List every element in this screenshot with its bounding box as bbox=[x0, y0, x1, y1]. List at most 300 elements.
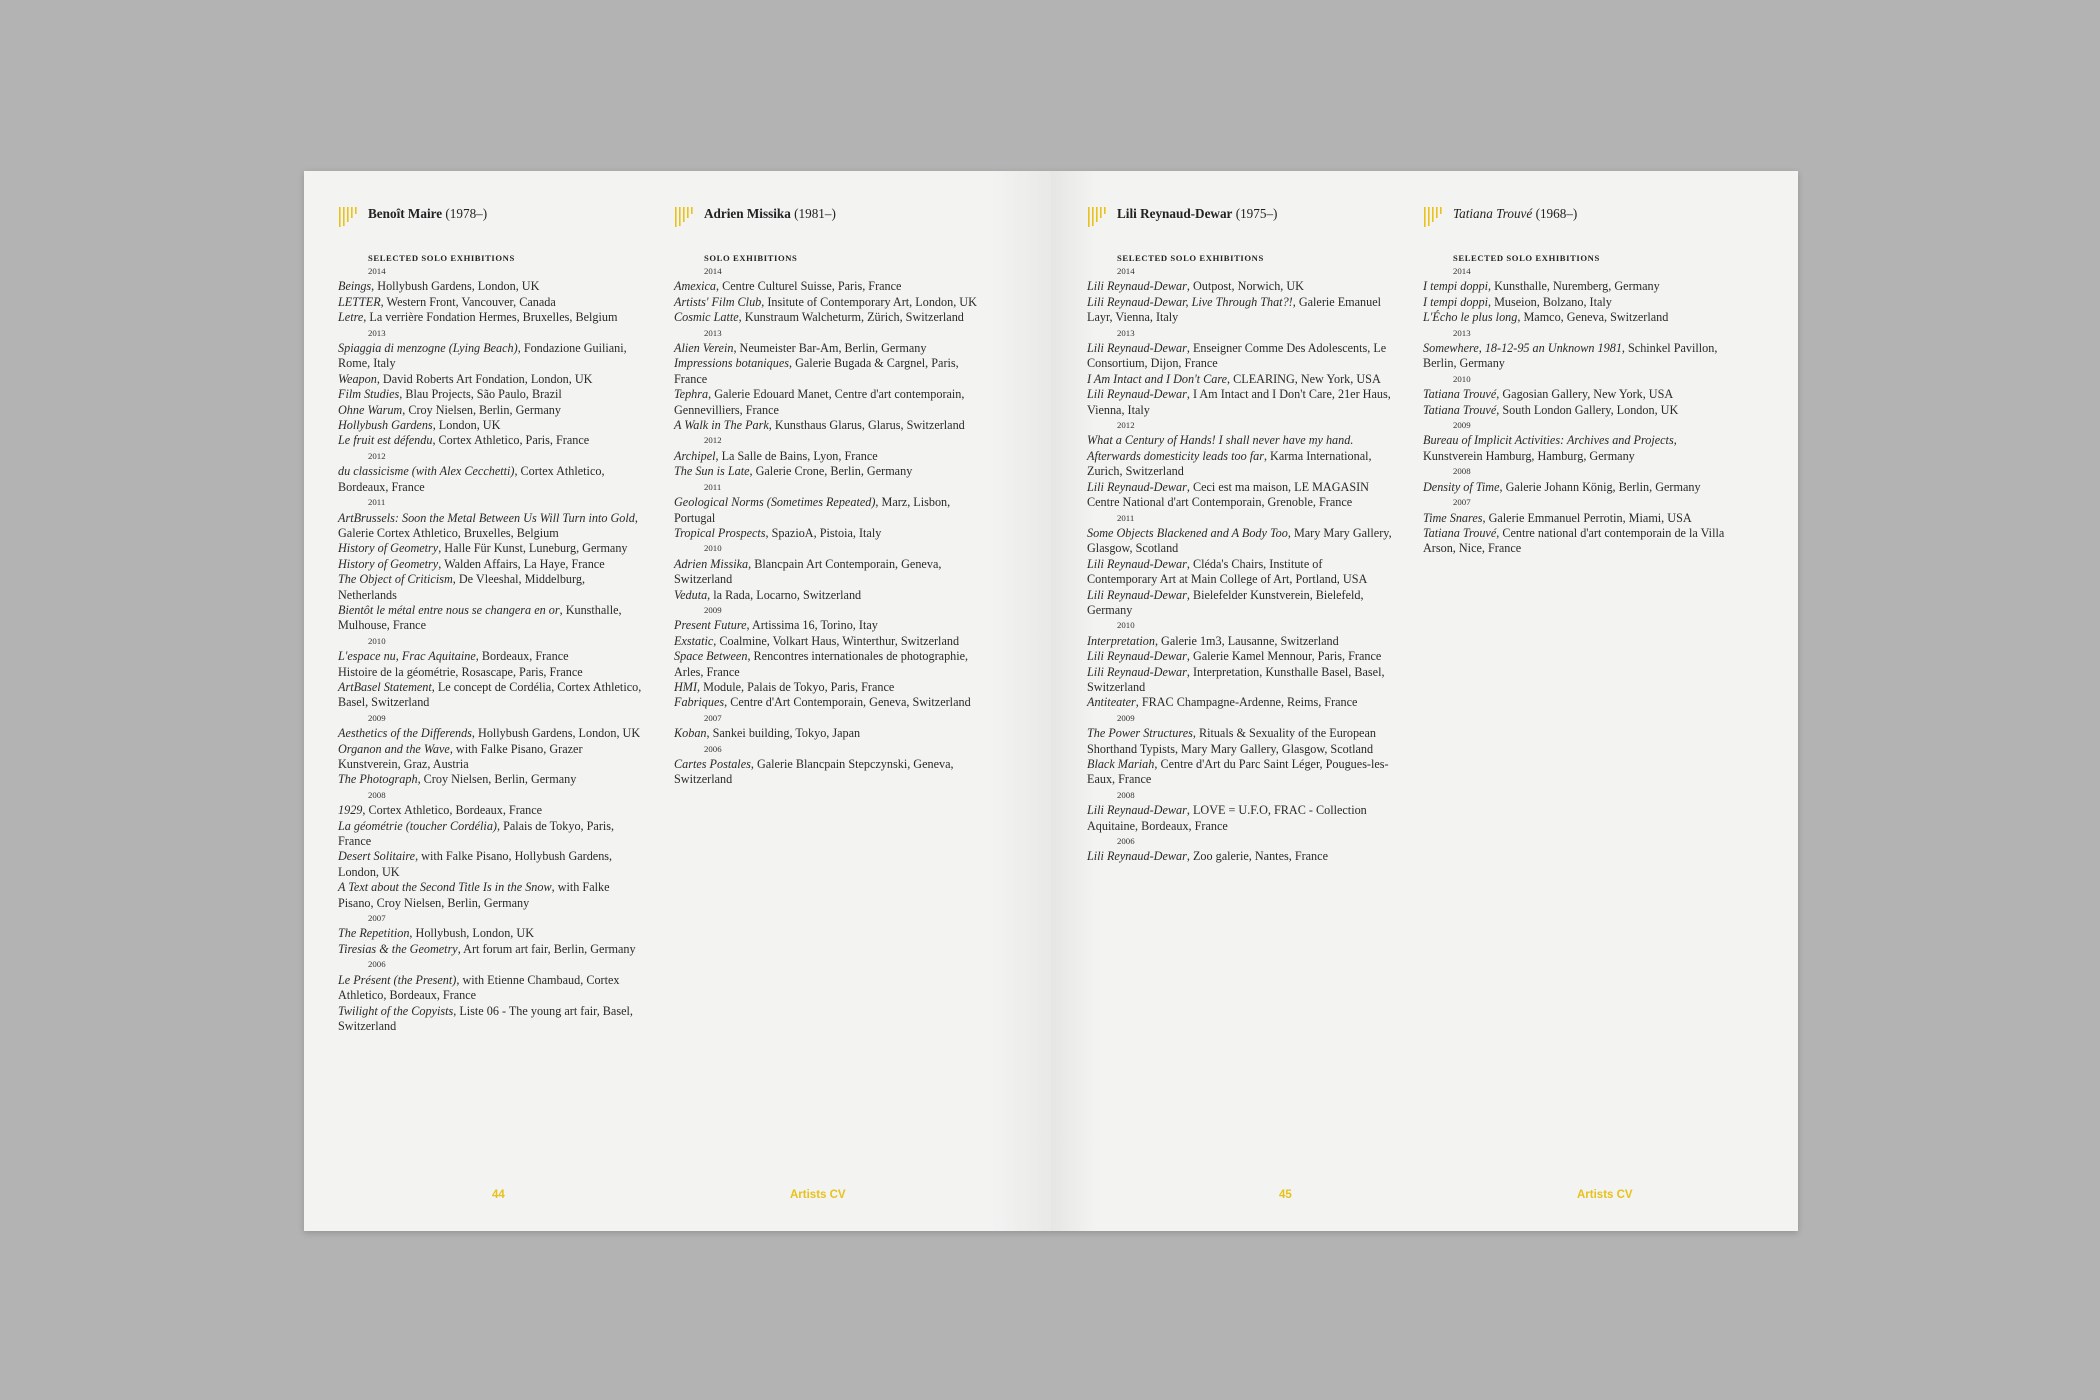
exhibition-venue: , Galerie Emanuel Layr, Vienna, Italy bbox=[1087, 294, 1382, 325]
exhibition-entry bbox=[338, 372, 643, 387]
artist-dates: (1981–) bbox=[790, 206, 836, 221]
exhibition-venue: , Centre d'Art du Parc Saint Léger, Pougues-les-Eaux, France bbox=[1087, 757, 1389, 787]
exhibition-venue: , Karma International, Zurich, Switzerland bbox=[1087, 448, 1372, 479]
exhibition-title: Tatiana Trouvé bbox=[1423, 402, 1497, 417]
exhibition-entry bbox=[338, 942, 643, 957]
exhibition-entry bbox=[1087, 526, 1392, 557]
exhibition-venue: Histoire de la géométrie, Rosascape, Paris, France bbox=[338, 664, 583, 679]
exhibition-entry bbox=[1087, 557, 1392, 588]
exhibition-title: A Text about the Second Title Is in the Snow bbox=[338, 880, 552, 895]
exhibition-venue: , Neumeister Bar-Am, Berlin, Germany bbox=[733, 341, 927, 356]
exhibition-title: Koban bbox=[674, 726, 707, 741]
exhibition-title: Lili Reynaud-Dewar bbox=[1087, 803, 1187, 818]
exhibition-venue: , La Salle de Bains, Lyon, France bbox=[715, 448, 878, 463]
exhibition-title: Archipel bbox=[674, 448, 716, 463]
exhibition-title: Tephra bbox=[674, 387, 709, 402]
exhibition-title: Veduta bbox=[674, 587, 708, 602]
exhibition-venue: , Cortex Athletico, Paris, France bbox=[432, 433, 590, 448]
exhibition-entry bbox=[1087, 279, 1392, 294]
page-number: 45 bbox=[1279, 1189, 1292, 1201]
exhibition-title: La géométrie (toucher Cordélia) bbox=[338, 818, 497, 833]
exhibition-venue: , Bordeaux, France bbox=[475, 649, 569, 664]
exhibition-title: Impressions botaniques bbox=[674, 356, 789, 371]
exhibition-venue: , Croy Nielsen, Berlin, Germany bbox=[402, 402, 561, 417]
artist-name bbox=[1453, 206, 1577, 222]
exhibition-venue: , Kunstverein Hamburg, Hamburg, Germany bbox=[1423, 433, 1677, 463]
exhibition-title: Tatiana Trouvé bbox=[1423, 525, 1497, 540]
exhibition-venue: , Coalmine, Volkart Haus, Winterthur, Switzerland bbox=[713, 633, 960, 648]
exhibition-list bbox=[1087, 264, 1392, 865]
exhibition-entry bbox=[674, 341, 979, 356]
exhibition-title: Somewhere, 18-12-95 an Unknown 1981 bbox=[1423, 341, 1622, 356]
year-label: 2010 bbox=[1117, 620, 1135, 631]
exhibition-title: Bientôt le métal entre nous se changera en or bbox=[338, 602, 560, 617]
exhibition-venue: , I Am Intact and I Don't Care, 21er Haus, Vienna, Italy bbox=[1087, 387, 1391, 417]
exhibition-title: ArtBrussels: Soon the Metal Between Us Will Turn into Gold bbox=[338, 510, 635, 525]
exhibition-venue: , Hollybush Gardens, London, UK bbox=[371, 279, 540, 294]
exhibition-venue: , Galerie Edouard Manet, Centre d'art contemporain, Gennevilliers, France bbox=[674, 387, 965, 417]
exhibition-title: Weapon bbox=[338, 371, 377, 386]
exhibition-entry bbox=[338, 541, 643, 556]
exhibition-venue: , Cortex Athletico, Bordeaux, France bbox=[362, 803, 543, 818]
artist-column bbox=[1423, 205, 1728, 557]
section-title: SELECTED SOLO EXHIBITIONS bbox=[1117, 253, 1264, 263]
artist-dates: (1978–) bbox=[442, 206, 488, 221]
book-spread bbox=[304, 171, 1798, 1231]
exhibition-entry bbox=[338, 819, 643, 850]
exhibition-venue: , Centre national d'art contemporain de la Villa Arson, Nice, France bbox=[1423, 525, 1725, 556]
exhibition-title: History of Geometry bbox=[338, 541, 439, 556]
exhibition-title: Le Présent (the Present) bbox=[338, 972, 457, 987]
exhibition-venue: , Bielefelder Kunstverein, Bielefeld, Germany bbox=[1087, 587, 1364, 617]
year-label: 2006 bbox=[1117, 836, 1135, 847]
artist-name bbox=[1117, 206, 1277, 222]
exhibition-title: Space Between bbox=[674, 649, 748, 664]
exhibition-entry bbox=[338, 742, 643, 773]
exhibition-entry bbox=[674, 387, 979, 418]
exhibition-venue: , Galerie Kamel Mennour, Paris, France bbox=[1186, 649, 1382, 664]
exhibition-entry bbox=[674, 680, 979, 695]
exhibition-entry bbox=[674, 310, 979, 325]
running-title: Artists CV bbox=[790, 1189, 846, 1201]
year-label: 2008 bbox=[1117, 789, 1135, 800]
year-label: 2010 bbox=[1453, 373, 1471, 384]
exhibition-title: Aesthetics of the Differends bbox=[338, 726, 472, 741]
exhibition-entry bbox=[338, 926, 643, 941]
year-label: 2007 bbox=[368, 913, 386, 924]
exhibition-entry bbox=[1087, 634, 1392, 649]
exhibition-title: Hollybush Gardens bbox=[338, 418, 433, 433]
exhibition-title: Letre bbox=[338, 310, 364, 325]
exhibition-venue: , Gagosian Gallery, New York, USA bbox=[1496, 387, 1674, 402]
exhibition-title: Lili Reynaud-Dewar bbox=[1087, 649, 1187, 664]
exhibition-venue: , Enseigner Comme Des Adolescents, Le Consortium, Dijon, France bbox=[1087, 341, 1387, 371]
year-label: 2013 bbox=[1453, 327, 1471, 338]
exhibition-title: Some Objects Blackened and A Body Too bbox=[1087, 525, 1288, 540]
exhibition-title: Tatiana Trouvé bbox=[1423, 387, 1497, 402]
year-label: 2009 bbox=[704, 604, 722, 615]
exhibition-entry bbox=[1423, 295, 1728, 310]
exhibition-title: Lili Reynaud-Dewar bbox=[1087, 279, 1187, 294]
exhibition-entry bbox=[1423, 279, 1728, 294]
exhibition-venue: , Blau Projects, São Paulo, Brazil bbox=[399, 387, 562, 402]
exhibition-venue: , with Etienne Chambaud, Cortex Athletico, Bordeaux, France bbox=[338, 972, 620, 1003]
year-label: 2011 bbox=[1117, 512, 1135, 523]
exhibition-title: Bureau of Implicit Activities: Archives and Projects bbox=[1423, 433, 1674, 448]
exhibition-title: The Object of Criticism bbox=[338, 572, 453, 587]
exhibition-title: Tiresias & the Geometry bbox=[338, 941, 458, 956]
exhibition-venue: , Centre Culturel Suisse, Paris, France bbox=[715, 279, 902, 294]
exhibition-title: Lili Reynaud-Dewar bbox=[1087, 849, 1187, 864]
exhibition-title: The Power Structures bbox=[1087, 726, 1193, 741]
exhibition-entry bbox=[674, 557, 979, 588]
year-label: 2010 bbox=[368, 635, 386, 646]
year-label: 2009 bbox=[1117, 712, 1135, 723]
exhibition-venue: , Galerie Johann König, Berlin, Germany bbox=[1499, 479, 1701, 494]
yellow-bars-icon bbox=[674, 205, 702, 227]
exhibition-title: Geological Norms (Sometimes Repeated) bbox=[674, 495, 876, 510]
exhibition-venue: , Kunstraum Walcheturm, Zürich, Switzerland bbox=[738, 310, 964, 325]
exhibition-entry bbox=[674, 464, 979, 479]
year-label: 2007 bbox=[704, 712, 722, 723]
exhibition-venue: , London, UK bbox=[432, 418, 501, 433]
exhibition-title: Antiteater bbox=[1087, 695, 1136, 710]
exhibition-venue: , with Falke Pisano, Hollybush Gardens, London, UK bbox=[338, 849, 613, 879]
exhibition-title: Amexica bbox=[674, 279, 716, 294]
exhibition-venue: , with Falke Pisano, Grazer Kunstverein, Graz, Austria bbox=[338, 741, 583, 771]
year-label: 2008 bbox=[1453, 466, 1471, 477]
year-label: 2014 bbox=[1453, 266, 1471, 276]
artist-name bbox=[704, 206, 836, 222]
artist-dates: (1968–) bbox=[1532, 206, 1578, 221]
exhibition-venue: , Galerie Emmanuel Perrotin, Miami, USA bbox=[1482, 510, 1692, 525]
year-label: 2014 bbox=[1117, 266, 1135, 276]
exhibition-venue: , Western Front, Vancouver, Canada bbox=[380, 294, 556, 309]
exhibition-entry bbox=[338, 572, 643, 603]
exhibition-venue: , Marz, Lisbon, Portugal bbox=[674, 495, 951, 525]
exhibition-venue: , Outpost, Norwich, UK bbox=[1186, 279, 1304, 294]
exhibition-title: Lili Reynaud-Dewar bbox=[1087, 556, 1187, 571]
exhibition-entry bbox=[338, 772, 643, 787]
exhibition-venue: , Ceci est ma maison, LE MAGASIN Centre National d'art Contemporain, Grenoble, France bbox=[1087, 479, 1369, 510]
exhibition-entry bbox=[1087, 341, 1392, 372]
artist-name-text: Adrien Missika bbox=[704, 206, 791, 221]
exhibition-title: Twilight of the Copyists bbox=[338, 1003, 454, 1018]
year-label: 2012 bbox=[1117, 420, 1135, 431]
artist-column bbox=[338, 205, 643, 1034]
exhibition-venue: , Rencontres internationales de photographie, Arles, France bbox=[674, 649, 969, 679]
exhibition-entry bbox=[1423, 480, 1728, 495]
exhibition-title: Lili Reynaud-Dewar bbox=[1087, 664, 1187, 679]
exhibition-title: Cartes Postales bbox=[674, 757, 751, 771]
artist-name-text: Benoît Maire bbox=[368, 206, 443, 221]
exhibition-venue: , South London Gallery, London, UK bbox=[1496, 402, 1679, 417]
exhibition-venue: , Museion, Bolzano, Italy bbox=[1488, 294, 1612, 309]
year-label: 2013 bbox=[1117, 327, 1135, 338]
artist-heading bbox=[338, 205, 643, 231]
exhibition-entry bbox=[1423, 387, 1728, 402]
year-label: 2013 bbox=[704, 327, 722, 338]
exhibition-entry bbox=[1087, 757, 1392, 788]
exhibition-venue: , Palais de Tokyo, Paris, France bbox=[338, 818, 615, 849]
exhibition-list bbox=[1423, 264, 1728, 557]
artist-name-text: Lili Reynaud-Dewar bbox=[1117, 206, 1233, 221]
exhibition-entry bbox=[1423, 403, 1728, 418]
exhibition-title: Density of Time bbox=[1423, 479, 1500, 494]
exhibition-venue: , Hollybush, London, UK bbox=[409, 926, 535, 941]
exhibition-title: I Am Intact and I Don't Care bbox=[1087, 371, 1228, 386]
exhibition-title: I tempi doppi bbox=[1423, 279, 1488, 294]
section-title: SOLO EXHIBITIONS bbox=[704, 253, 798, 263]
exhibition-title: Lili Reynaud-Dewar bbox=[1087, 341, 1187, 356]
exhibition-title: 1929 bbox=[338, 803, 363, 818]
exhibition-venue: , Interpretation, Kunsthalle Basel, Basel, Switzerland bbox=[1087, 664, 1385, 694]
page-number: 44 bbox=[492, 1189, 505, 1201]
section-title: SELECTED SOLO EXHIBITIONS bbox=[1453, 253, 1600, 263]
exhibition-title: Artists' Film Club bbox=[674, 294, 762, 309]
exhibition-entry bbox=[338, 849, 643, 880]
year-label: 2012 bbox=[704, 435, 722, 446]
exhibition-title: Lili Reynaud-Dewar bbox=[1087, 479, 1187, 494]
exhibition-entry bbox=[1087, 480, 1392, 511]
exhibition-venue: , Fondazione Guiliani, Rome, Italy bbox=[338, 341, 627, 371]
artist-heading bbox=[674, 205, 979, 231]
exhibition-venue: , Mamco, Geneva, Switzerland bbox=[1517, 310, 1669, 325]
exhibition-title: Tropical Prospects bbox=[674, 525, 766, 540]
exhibition-entry bbox=[338, 973, 643, 1004]
exhibition-title: Adrien Missika bbox=[674, 556, 749, 571]
page-right bbox=[1051, 171, 1798, 1231]
artist-column bbox=[1087, 205, 1392, 865]
exhibition-venue: , Walden Affairs, La Haye, France bbox=[438, 556, 605, 571]
exhibition-entry bbox=[1423, 310, 1728, 325]
exhibition-title: Le fruit est défendu bbox=[338, 433, 433, 448]
exhibition-title: LETTER bbox=[338, 294, 381, 309]
exhibition-venue: , Art forum art fair, Berlin, Germany bbox=[457, 941, 636, 956]
exhibition-venue: , la Rada, Locarno, Switzerland bbox=[707, 587, 862, 602]
exhibition-entry bbox=[674, 295, 979, 310]
exhibition-venue: , Kunsthalle, Mulhouse, France bbox=[338, 602, 622, 633]
exhibition-entry bbox=[674, 726, 979, 741]
exhibition-venue: , Galerie Blancpain Stepczynski, Geneva, Switzerland bbox=[674, 757, 954, 787]
exhibition-venue: Galerie Crone, Berlin, Germany bbox=[752, 464, 913, 479]
exhibition-title: Present Future bbox=[674, 618, 747, 633]
artist-heading bbox=[1423, 205, 1728, 231]
exhibition-entry bbox=[338, 279, 643, 294]
exhibition-title: Fabriques bbox=[674, 695, 725, 710]
exhibition-title: Interpretation bbox=[1087, 633, 1155, 648]
yellow-bars-icon bbox=[338, 205, 366, 227]
exhibition-title: Black Mariah bbox=[1087, 757, 1155, 771]
exhibition-venue: , De Vleeshal, Middelburg, Netherlands bbox=[338, 572, 586, 602]
exhibition-title: Organon and the Wave bbox=[338, 741, 450, 756]
exhibition-entry bbox=[338, 295, 643, 310]
exhibition-entry bbox=[338, 511, 643, 542]
exhibition-entry bbox=[1087, 387, 1392, 418]
exhibition-entry bbox=[674, 449, 979, 464]
exhibition-title: Film Studies bbox=[338, 387, 400, 402]
yellow-bars-icon bbox=[1087, 205, 1115, 227]
exhibition-venue: , Liste 06 - The young art fair, Basel, Switzerland bbox=[338, 1003, 633, 1033]
exhibition-venue: , David Roberts Art Fondation, London, UK bbox=[376, 371, 593, 386]
exhibition-title: Cosmic Latte bbox=[674, 310, 739, 325]
exhibition-venue: , Cortex Athletico, Bordeaux, France bbox=[338, 464, 605, 494]
exhibition-venue: , Rituals & Sexuality of the European Shorthand Typists, Mary Mary Gallery, Glasgow, Scotland bbox=[1087, 726, 1376, 756]
exhibition-entry bbox=[674, 695, 979, 710]
exhibition-entry bbox=[338, 403, 643, 418]
exhibition-venue: , Croy Nielsen, Berlin, Germany bbox=[417, 772, 577, 787]
exhibition-entry bbox=[338, 680, 643, 711]
exhibition-entry bbox=[674, 356, 979, 387]
exhibition-venue: , CLEARING, New York, USA bbox=[1227, 371, 1381, 386]
exhibition-entry bbox=[338, 665, 643, 680]
exhibition-entry bbox=[338, 726, 643, 741]
exhibition-title: History of Geometry bbox=[338, 556, 439, 571]
exhibition-entry bbox=[1087, 726, 1392, 757]
exhibition-title: What a Century of Hands! I shall never have my hand. Afterwards domesticity leads too far bbox=[1087, 433, 1354, 463]
exhibition-entry bbox=[1423, 511, 1728, 526]
year-label: 2007 bbox=[1453, 497, 1471, 508]
exhibition-title: Time Snares bbox=[1423, 510, 1483, 525]
exhibition-entry bbox=[674, 618, 979, 633]
year-label: 2010 bbox=[704, 543, 722, 554]
exhibition-entry bbox=[338, 418, 643, 433]
exhibition-title: The Photograph bbox=[338, 772, 418, 787]
exhibition-venue: , Galerie Cortex Athletico, Bruxelles, Belgium bbox=[338, 510, 638, 540]
year-label: 2009 bbox=[1453, 420, 1471, 431]
exhibition-entry bbox=[1423, 433, 1728, 464]
exhibition-venue: , Le concept de Cordélia, Cortex Athletico, Basel, Switzerland bbox=[338, 679, 642, 710]
exhibition-title: Lili Reynaud-Dewar, Live Through That?! bbox=[1087, 294, 1293, 309]
artist-name bbox=[368, 206, 487, 222]
exhibition-venue: , Mary Mary Gallery, Glasgow, Scotland bbox=[1087, 525, 1392, 556]
exhibition-title: ArtBasel Statement bbox=[338, 679, 432, 694]
exhibition-entry bbox=[1423, 526, 1728, 557]
exhibition-entry bbox=[1087, 372, 1392, 387]
year-label: 2011 bbox=[368, 497, 386, 508]
exhibition-title: The Repetition bbox=[338, 926, 410, 941]
exhibition-title: L'Écho le plus long bbox=[1423, 310, 1518, 325]
exhibition-venue: , LOVE = U.F.O, FRAC - Collection Aquitaine, Bordeaux, France bbox=[1087, 803, 1367, 833]
exhibition-venue: , Schinkel Pavillon, Berlin, Germany bbox=[1423, 341, 1718, 371]
exhibition-title: A Walk in The Park bbox=[674, 418, 769, 433]
year-label: 2006 bbox=[704, 743, 722, 754]
exhibition-title: HMI bbox=[674, 679, 698, 694]
exhibition-entry bbox=[338, 649, 643, 664]
exhibition-entry bbox=[674, 495, 979, 526]
exhibition-venue: , Artissima 16, Torino, Itay bbox=[746, 618, 878, 633]
exhibition-entry bbox=[674, 279, 979, 294]
exhibition-venue: , Hollybush Gardens, London, UK bbox=[471, 726, 641, 741]
exhibition-venue: , Sankei building, Tokyo, Japan bbox=[706, 726, 861, 741]
exhibition-entry bbox=[338, 387, 643, 402]
exhibition-title: The Sun is Late, bbox=[674, 464, 753, 479]
artist-dates: (1975–) bbox=[1232, 206, 1278, 221]
artist-heading bbox=[1087, 205, 1392, 231]
year-label: 2012 bbox=[368, 450, 386, 461]
exhibition-venue: , Zoo galerie, Nantes, France bbox=[1186, 849, 1328, 864]
year-label: 2011 bbox=[704, 481, 722, 492]
exhibition-venue: , Kunsthaus Glarus, Glarus, Switzerland bbox=[768, 418, 965, 433]
exhibition-venue: , with Falke Pisano, Croy Nielsen, Berlin, Germany bbox=[338, 880, 610, 910]
year-label: 2014 bbox=[704, 266, 722, 276]
exhibition-entry bbox=[1087, 665, 1392, 696]
exhibition-entry bbox=[1087, 803, 1392, 834]
exhibition-entry bbox=[338, 1004, 643, 1035]
exhibition-title: Spiaggia di menzogne (Lying Beach) bbox=[338, 341, 518, 356]
exhibition-title: L'espace nu, Frac Aquitaine bbox=[338, 649, 476, 664]
exhibition-entry bbox=[1087, 588, 1392, 619]
exhibition-venue: , Cléda's Chairs, Institute of Contemporary Art at Main College of Art, Portland, USA bbox=[1087, 556, 1368, 587]
year-label: 2008 bbox=[368, 789, 386, 800]
artist-column bbox=[674, 205, 979, 788]
exhibition-title: Lili Reynaud-Dewar bbox=[1087, 587, 1187, 602]
exhibition-entry bbox=[674, 634, 979, 649]
exhibition-title: Exstatic bbox=[674, 633, 714, 648]
exhibition-entry bbox=[1087, 295, 1392, 326]
exhibition-entry bbox=[338, 557, 643, 572]
exhibition-title: du classicisme (with Alex Cecchetti) bbox=[338, 464, 515, 479]
exhibition-entry bbox=[1087, 695, 1392, 710]
section-title: SELECTED SOLO EXHIBITIONS bbox=[368, 253, 515, 263]
exhibition-entry bbox=[338, 310, 643, 325]
exhibition-venue: , Galerie 1m3, Lausanne, Switzerland bbox=[1154, 633, 1339, 648]
exhibition-entry bbox=[1087, 649, 1392, 664]
running-title: Artists CV bbox=[1577, 1189, 1633, 1201]
exhibition-entry bbox=[674, 649, 979, 680]
exhibition-title: Beings bbox=[338, 279, 372, 294]
exhibition-entry bbox=[1087, 433, 1392, 479]
exhibition-venue: , Module, Palais de Tokyo, Paris, France bbox=[697, 679, 895, 694]
artist-name-text: Tatiana Trouvé bbox=[1453, 206, 1533, 221]
year-label: 2013 bbox=[368, 327, 386, 338]
exhibition-entry bbox=[1087, 849, 1392, 864]
year-label: 2009 bbox=[368, 712, 386, 723]
exhibition-entry bbox=[674, 418, 979, 433]
exhibition-venue: , Insitute of Contemporary Art, London, UK bbox=[761, 294, 977, 309]
exhibition-venue: , Galerie Bugada & Cargnel, Paris, France bbox=[674, 356, 959, 386]
year-label: 2014 bbox=[368, 266, 386, 276]
exhibition-venue: , La verrière Fondation Hermes, Bruxelles, Belgium bbox=[363, 310, 618, 325]
exhibition-entry bbox=[674, 757, 979, 788]
exhibition-title: Ohne Warum bbox=[338, 402, 403, 417]
exhibition-entry bbox=[338, 880, 643, 911]
page-left bbox=[304, 171, 1051, 1231]
exhibition-entry bbox=[338, 341, 643, 372]
exhibition-title: Desert Solitaire bbox=[338, 849, 416, 864]
year-label: 2006 bbox=[368, 959, 386, 970]
exhibition-entry bbox=[338, 433, 643, 448]
exhibition-venue: , FRAC Champagne-Ardenne, Reims, France bbox=[1135, 695, 1358, 710]
exhibition-entry bbox=[338, 603, 643, 634]
exhibition-entry bbox=[674, 588, 979, 603]
exhibition-title: Lili Reynaud-Dewar bbox=[1087, 387, 1187, 402]
exhibition-entry bbox=[338, 464, 643, 495]
exhibition-venue: , Centre d'Art Contemporain, Geneva, Switzerland bbox=[724, 695, 971, 710]
exhibition-venue: , Halle Für Kunst, Luneburg, Germany bbox=[438, 541, 628, 556]
exhibition-entry bbox=[674, 526, 979, 541]
exhibition-venue: , Kunsthalle, Nuremberg, Germany bbox=[1488, 279, 1660, 294]
yellow-bars-icon bbox=[1423, 205, 1451, 227]
exhibition-venue: , SpazioA, Pistoia, Italy bbox=[765, 525, 882, 540]
exhibition-venue: , Blancpain Art Contemporain, Geneva, Switzerland bbox=[674, 556, 942, 587]
exhibition-title: Alien Verein bbox=[674, 341, 734, 356]
exhibition-entry bbox=[338, 803, 643, 818]
exhibition-list bbox=[674, 264, 979, 788]
exhibition-list bbox=[338, 264, 643, 1034]
exhibition-entry bbox=[1423, 341, 1728, 372]
exhibition-title: I tempi doppi bbox=[1423, 294, 1488, 309]
